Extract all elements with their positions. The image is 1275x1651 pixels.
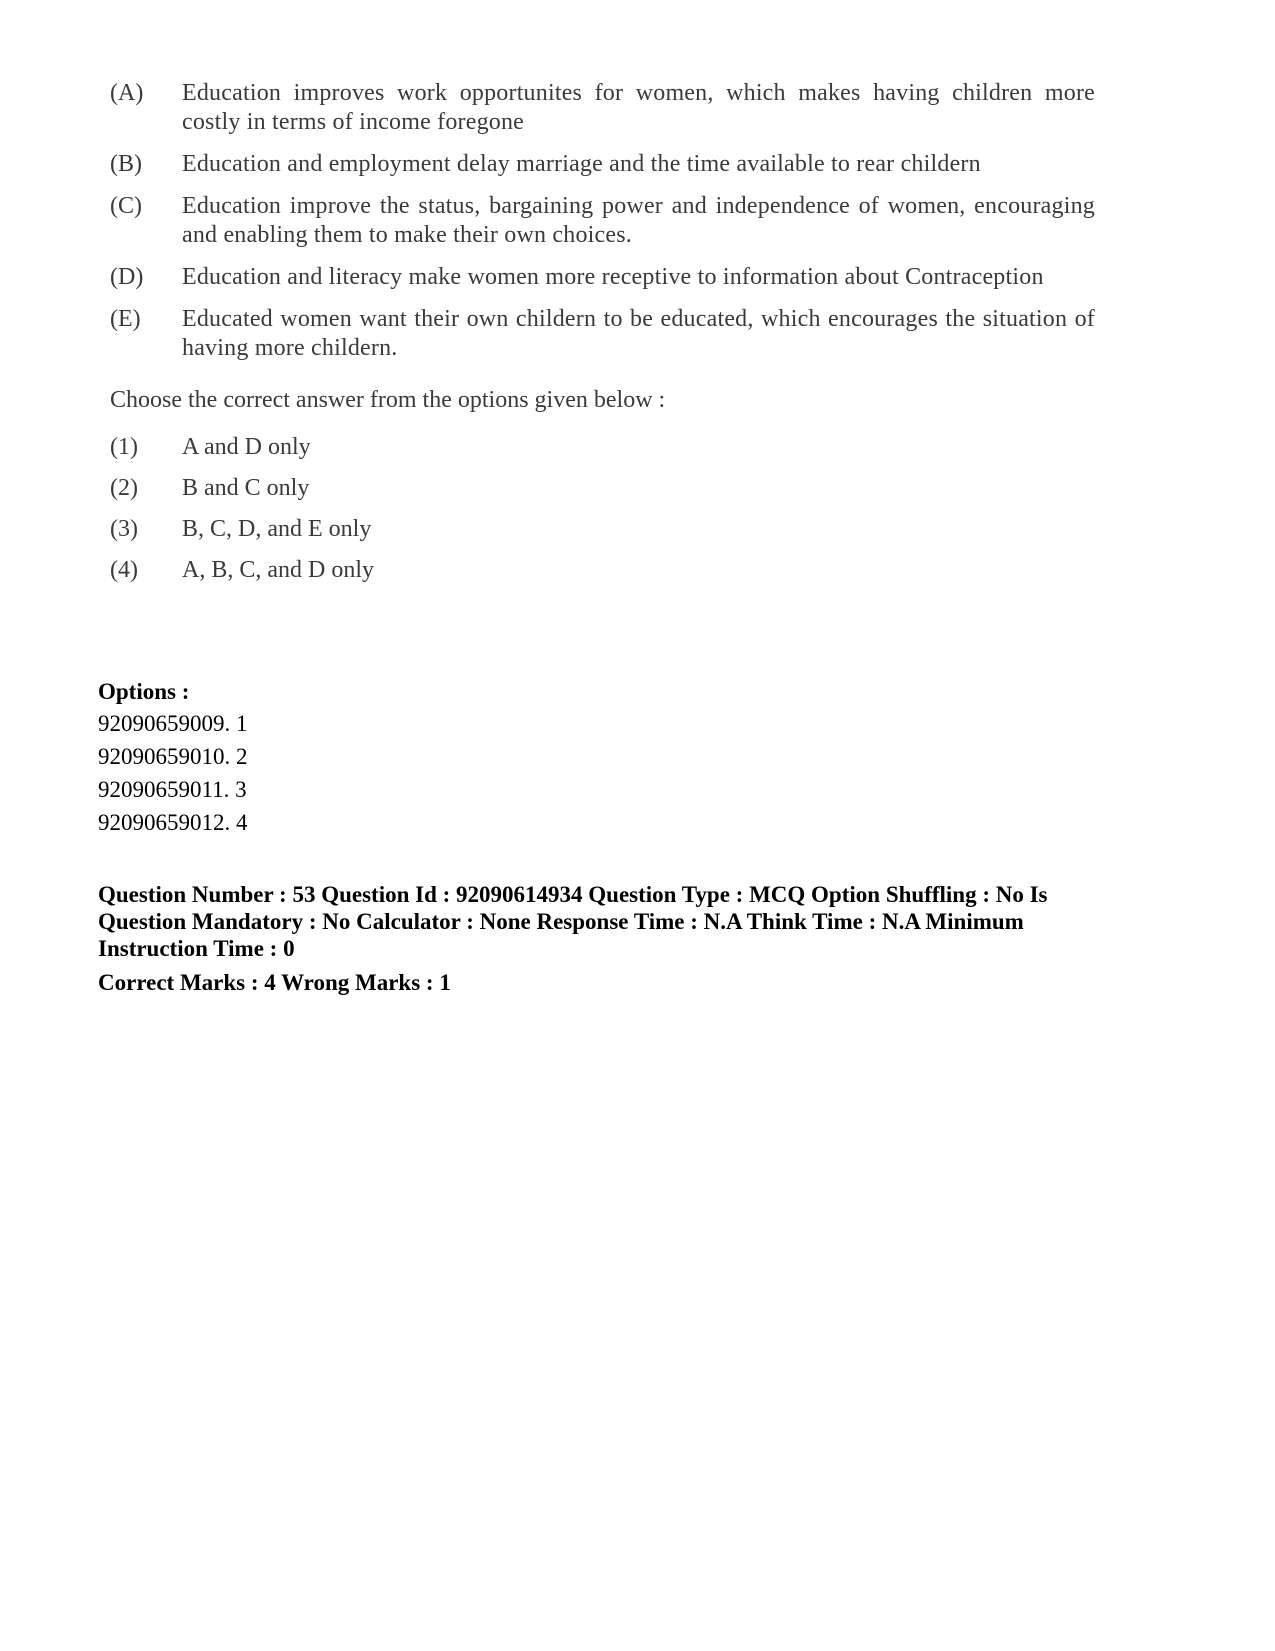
answer-label: (3) [110,516,138,542]
statement-text: Education improve the status, bargaining power and independence of women, encouraging and enabling them to make their own choices. [182,193,1095,248]
statement-label: (B) [110,151,142,177]
options-heading: Options : [98,679,190,704]
answer-text: B and C only [182,475,310,501]
statement-a [110,75,1095,137]
question-info-line: Question Mandatory : No Calculator : None Response Time : N.A Think Time : N.A Minimum [98,909,1024,934]
answer-choice-1 [110,432,1095,473]
answer-choice-4 [110,555,1095,596]
answer-choice-3 [110,514,1095,555]
answer-label: (1) [110,434,138,460]
answer-text: A, B, C, and D only [182,557,374,583]
option-id-row: 92090659009. 1 [98,711,248,736]
answer-instruction: Choose the correct answer from the options given below : [110,387,666,413]
statement-e [110,301,1095,363]
question-info [98,881,1178,962]
statement-label: (C) [110,193,142,219]
option-id-row: 92090659010. 2 [98,744,248,769]
statement-text: Education and employment delay marriage and the time available to rear childern [182,151,981,177]
option-id-row: 92090659012. 4 [98,810,248,835]
statement-text: Education improves work opportunites for women, which makes having children more costly in terms of income foregone [182,80,1095,135]
statement-label: (A) [110,80,144,106]
statement-label: (D) [110,264,144,290]
question-metadata [98,677,1178,998]
statement-label: (E) [110,306,141,332]
statement-text: Education and literacy make women more receptive to information about Contraception [182,264,1044,290]
marks-info: Correct Marks : 4 Wrong Marks : 1 [98,970,451,995]
question-info-line: Instruction Time : 0 [98,936,295,961]
statement-c [110,188,1095,250]
statement-b [110,146,1095,179]
question-info-line: Question Number : 53 Question Id : 92090614934 Question Type : MCQ Option Shuffling : No Is [98,882,1048,907]
answer-choice-2 [110,473,1095,514]
answer-list [110,432,1095,596]
answer-label: (4) [110,557,138,583]
statement-d [110,259,1095,292]
option-id-row: 92090659011. 3 [98,777,247,802]
answer-label: (2) [110,475,138,501]
statement-text: Educated women want their own childern to be educated, which encourages the situation of having more childern. [182,306,1095,361]
answer-text: A and D only [182,434,311,460]
question-scan-block [110,75,1095,596]
answer-text: B, C, D, and E only [182,516,372,542]
